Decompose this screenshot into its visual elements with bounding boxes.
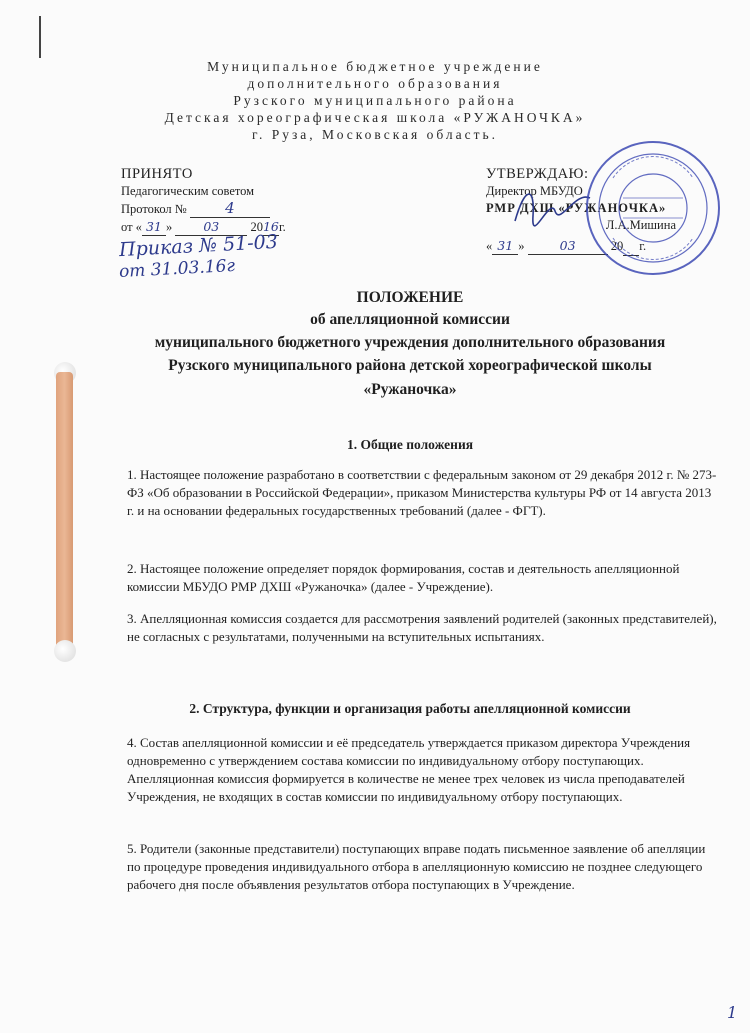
accepted-year-prefix: 20	[250, 220, 263, 234]
header-line-5: г. Руза, Московская область.	[251, 127, 499, 142]
accepted-protocol	[121, 200, 321, 218]
paragraph-5: 5. Родители (законные представители) поступающих вправе подать письменное заявление об апелляции по процедуре проведения индивидуального отбора в апелляционную комиссию не позднее следующего рабочего дня после объявления результатов отбора поступающих в Учреждение.	[127, 841, 706, 892]
accepted-month: 03	[175, 218, 247, 236]
header-line-3: Рузского муниципального района	[233, 93, 517, 108]
paragraph-4: 4. Состав апелляционной комиссии и её председатель утверждается приказом директора Учреждения одновременно с утверждением состава комиссии по индивидуальному отбору поступающих. Апелляционная комиссия формируется в количестве не менее трех человек из числа преподавателей Учреждения, не входящих в состав комиссии по индивидуальному отбору поступающих.	[127, 735, 691, 804]
approved-day: 31	[492, 237, 518, 255]
binding-knob-bottom	[54, 640, 76, 662]
accepted-body: Педагогическим советом	[121, 184, 255, 198]
page-number: 1	[727, 1003, 738, 1022]
approved-title: УТВЕРЖДАЮ:	[486, 166, 589, 182]
paragraph-2: 2. Настоящее положение определяет порядок формирования, состав и деятельность апелляционной комиссии МБУДО РМР ДХШ «Ружаночка» (далее - Учреждение).	[127, 561, 680, 594]
doc-subtitle-1: об апелляционной комиссии	[310, 311, 510, 328]
accepted-year: 16	[262, 219, 279, 234]
order-note-line-2: от 31.03.16г	[118, 255, 236, 283]
order-note-line-1: Приказ № 51-03	[118, 230, 279, 262]
protocol-label: Протокол №	[121, 202, 187, 216]
school-stamp	[583, 138, 723, 278]
paragraph-1: 1. Настоящее положение разработано в соответствии с федеральным законом от 29 декабря 2012 г. № 273-ФЗ «Об образовании в Российской Федерации», приказом Министерства культуры РФ от 14 августа 2013 г. и на основании федеральных государственных требований (далее - ФГТ).	[127, 467, 717, 518]
header-line-2: дополнительного образования	[247, 76, 503, 91]
accepted-block	[121, 166, 321, 236]
binding-tape	[56, 372, 73, 654]
approved-org: РМР ДХШ «РУЖАНОЧКА»	[486, 201, 667, 215]
accepted-day: 31	[142, 218, 166, 236]
paragraph-3: 3. Апелляционная комиссия создается для рассмотрения заявлений родителей (законных представителей), не согласных с результатами, полученными на вступительных испытаниях.	[127, 611, 717, 644]
doc-title: ПОЛОЖЕНИЕ	[356, 289, 464, 306]
approved-name: Л.А.Мишина	[605, 218, 676, 232]
protocol-number: 4	[190, 200, 270, 218]
doc-subtitle-3: Рузского муниципального района детской хореографической школы	[168, 357, 652, 374]
section-2-heading: 2. Структура, функции и организация работы апелляционной комиссии	[189, 701, 631, 716]
accepted-year-suffix: г.	[278, 220, 286, 234]
accepted-title: ПРИНЯТО	[121, 166, 193, 182]
approved-month: 03	[528, 237, 608, 255]
doc-subtitle-2: муниципального бюджетного учреждения дополнительного образования	[154, 334, 666, 351]
header-line-1: Муниципальное бюджетное учреждение	[207, 59, 543, 74]
scan-mark	[39, 16, 41, 58]
section-1-heading: 1. Общие положения	[346, 437, 474, 452]
header-line-4: Детская хореографическая школа «РУЖАНОЧКА»	[164, 110, 586, 125]
approved-year-prefix: 20	[610, 239, 624, 253]
approved-position: Директор МБУДО	[486, 184, 583, 198]
approved-year-suffix: г.	[639, 239, 647, 253]
date-prefix: от «	[121, 220, 142, 234]
doc-subtitle-4: «Ружаночка»	[363, 381, 457, 398]
accepted-date: от « 31 » 03 2016г.	[121, 219, 286, 234]
director-signature	[505, 176, 595, 236]
approved-date: « 31 » 03 20 г.	[486, 237, 696, 256]
